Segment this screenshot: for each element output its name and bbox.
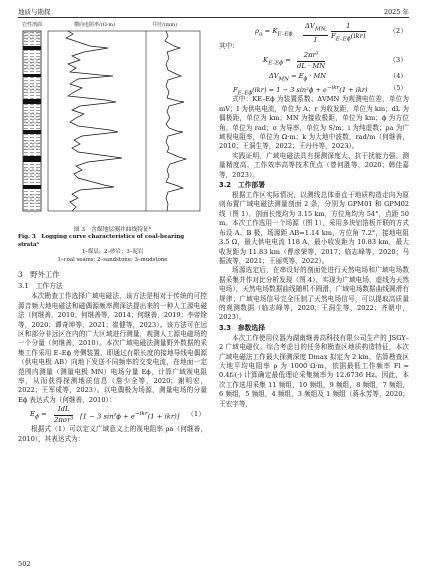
- paragraph-apparent-resistivity: 根据式（1）可以定义广域意义上的视电阻率 ρa（何继善，2010），其表达式为：: [18, 425, 207, 443]
- equation-1: $E_\phi$ = IdL 2πσr³ [1 − 3 $\sin^2\phi + e^{-ikr}(1 + ikr)$] （1）: [30, 405, 205, 424]
- lithology-column: [23, 31, 41, 211]
- equation-4-number: （4）: [389, 72, 407, 81]
- figure-col2-title: 横向电阻率/(Ω·m): [74, 22, 116, 28]
- paragraph-deployment: 根据工作区实际情况，以测线总体垂直于地质构造走向为原则布置广域电磁法测量剖面 2 条，分别为 GPM01 和 GPM02 线（图 1），剖面长度均为 3.15 km，方位角均为 54°，点距 50 m。本次工作选用一个场源（图 1），采用多块铝箔板并联的方式布设 A、B 极，场源距 AB=1.14 km，方位角 7.2°，接地电阻 3.5 Ω，最大供电电流 118 A，最小收发距为 10.83 km，最大收发距为 11.83 km（曹彦荣等，2017；临志峰等，2020；马振波等，2021；王丽英等，2022）。: [219, 191, 409, 265]
- equation-2: $\rho_a = K_{E-E\phi}$ $\Delta V_{MN}$ I · 1 $F_{E-E\phi}(ikr)$ （2）: [255, 22, 407, 44]
- page-number: 502: [18, 560, 31, 568]
- left-column: [18, 22, 207, 444]
- paragraph-parameters: 本次工作使用仪器为湖南继善高科技有限公司生产的 JSGY–2 广域电磁仪。综合考虑目的任务和勘查区地质构造特征，本次广域电磁法工作最大探测深度 Dmax 拟定为 2 km，估算勘查区大地平均电阻率 ρ 为 1000 Ω·m，依据最低工作频率 Fl = 0.4f₀(·) 计算确定最低理论采集频率为 12.6736 Hz。因此，本次工作选用采集 11 频组，10 频组，9 频组，8 频组，7 频组，6 频组，5 频组，4 频组，3 频组及 1 频组（蒋永芳等，2020；王宏宇等，: [219, 333, 409, 408]
- section-heading-3: 3 野外工作: [18, 270, 60, 280]
- equation-1-number: （1）: [187, 410, 205, 419]
- equation-3-number: （3）: [389, 56, 407, 65]
- figure-col1-title: 岩性剖面: [22, 22, 43, 28]
- logging-curves-graphic: [18, 22, 207, 226]
- equation-intro: 其中：: [219, 42, 239, 50]
- right-column: [219, 22, 409, 409]
- equation-2-number: （2）: [389, 27, 407, 35]
- journal-name: 地质与勘探: [18, 8, 51, 16]
- equation-3: $K_{E-E\phi}$ = $\frac{\text{2πr³}}{dL \cdot MN}$ （3）: [263, 51, 407, 70]
- subsection-heading-3-2: 3.2 工作部署: [219, 181, 266, 190]
- paragraph-variable-definitions: 式中：KE–Eϕ 为装置系数；ΔVMN 为观测电位差，单位为 mV；I 为供电电流，单位为 A；r 为收发距，单位为 km；dL 为偶极距，单位为 km；MN 为接收极距，单位为 km；ϕ 为方位角，单位为 rad；σ 为导率，单位为 S/m；i 为纯虚数；ρa 为广域视电阻率，单位为 Ω·m；k 为大地中波数，rad/m（何继善，2010；王洞生等，2022；王丹丹等，2023）。: [219, 95, 409, 151]
- running-header: [18, 6, 409, 18]
- equation-5-number: （5）: [389, 84, 407, 93]
- figure-col3-title: 井径/(mm): [152, 22, 178, 28]
- figure-caption-en: Fig. 3 Logging curve characteristics of coal-bearing strata⁶: [18, 234, 185, 248]
- figure-legend-en: 1–coal seams; 2–sandstone; 3–mudstone: [57, 256, 168, 263]
- paragraph-method: 本次勘查工作选择广域电磁法，该方法是相对于传统的可控源音频大地电磁法和磁偶源频率测深法提出来的一种人工源电磁法（何继善，2010；何继善等，2014；何继善，2019；李帝铨等，2020；谭奇坤等，2021；崔健等，2023）。该方法可在远区和部分非远区在内的广大区域进行测量，观测人工源电磁场的一个分量（何继善，2010）。本次广域电磁法测量野外数据的采集工作采用 E–Eϕ 旁侧装置，即通过有限长度的接地导线电偶源（供电电极 AB）向地下发送不同频率的交变电流，在地面一定范围内测量（测量电极 MN）电场分量 Eϕ，计算广域视电阻率，从而获得探测地质信息（詹少全等，2020；谢明宏，2022；王军成等，2023）。以电偶极为场源，测量电场的分量 Eϕ 表达式为（何继善，2010）：: [18, 292, 207, 404]
- equation-4: $\Delta V_{MN} = E_\phi$ · MN （4）: [269, 72, 407, 83]
- paragraph-method-advantages: 实践证明，广域电磁法具有探测深度大、抗干扰能力强、测量精度高、工作效率高等技术优点（曾何胜等，2020；韩佳嘉等，2023）。: [219, 151, 409, 179]
- subsection-heading-3-1: 3.1 工作方法: [18, 282, 63, 291]
- equation-5: $F_{E-E\phi}(ikr) = 1 - 3$ $\sin^2\phi + e^{-ikr}(1 + ikr)$ （5）: [233, 84, 407, 97]
- figure-caption-cn: 图 3 含煤地层测井曲线特征⁶: [73, 227, 152, 233]
- paragraph-field-comparison: 场源选定后，在串设好的剖面处进行天然电场和广域电场数据采集并作对比分析发现（图 4），实现为广域电场，虚线为天然电场），天然电场数据曲线随机不圆滑，广域电场数据曲线圆滑有规律；广域电场信号完全压制了天然电场信号，可以提取高质量的观测数据（临志峰等，2020；王洞生等，2022；齐朝申，2023）。: [219, 266, 409, 322]
- figure-legend-cn: 1–煤层；2–砂岩；3–泥岩: [81, 249, 144, 256]
- resistivity-curve: [66, 31, 122, 211]
- caliper-curve: [165, 31, 186, 211]
- journal-year: 2025 年: [383, 8, 409, 16]
- subsection-heading-3-3: 3.3 参数选择: [219, 323, 266, 332]
- logging-figure: [18, 22, 207, 226]
